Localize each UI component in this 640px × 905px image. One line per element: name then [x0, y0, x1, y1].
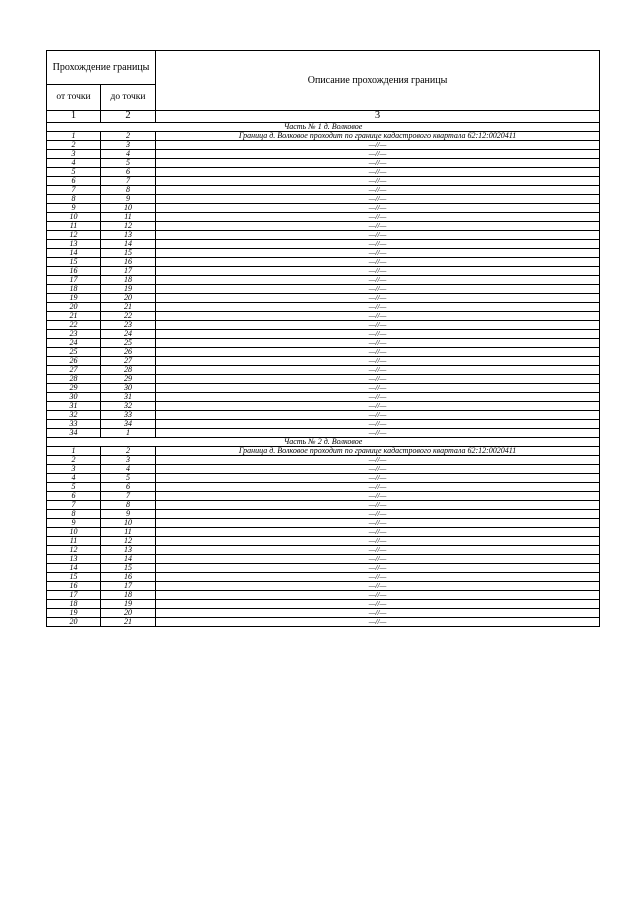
description-cell: —//— — [156, 302, 600, 311]
description-cell: —//— — [156, 536, 600, 545]
from-point-cell: 17 — [47, 590, 101, 599]
to-point-cell: 7 — [101, 491, 156, 500]
from-point-cell: 9 — [47, 518, 101, 527]
description-cell: —//— — [156, 572, 600, 581]
to-point-cell: 29 — [101, 374, 156, 383]
from-point-cell: 6 — [47, 491, 101, 500]
column-number-3: 3 — [156, 111, 600, 123]
description-cell: —//— — [156, 581, 600, 590]
to-point-cell: 7 — [101, 176, 156, 185]
from-point-cell: 16 — [47, 581, 101, 590]
description-cell: —//— — [156, 338, 600, 347]
to-point-cell: 14 — [101, 239, 156, 248]
column-number-1: 1 — [47, 111, 101, 123]
to-point-cell: 33 — [101, 410, 156, 419]
description-cell: —//— — [156, 266, 600, 275]
table-row — [47, 239, 600, 248]
to-point-cell: 6 — [101, 482, 156, 491]
table-row — [47, 500, 600, 509]
from-point-cell: 12 — [47, 230, 101, 239]
description-cell: —//— — [156, 203, 600, 212]
description-cell: —//— — [156, 392, 600, 401]
from-point-cell: 4 — [47, 158, 101, 167]
table-row — [47, 257, 600, 266]
from-point-cell: 5 — [47, 482, 101, 491]
description-cell: —//— — [156, 257, 600, 266]
table-row — [47, 545, 600, 554]
description-cell: —//— — [156, 554, 600, 563]
to-point-cell: 21 — [101, 302, 156, 311]
table-row — [47, 212, 600, 221]
table-row — [47, 482, 600, 491]
to-point-cell: 17 — [101, 581, 156, 590]
to-point-cell: 6 — [101, 167, 156, 176]
to-point-cell: 10 — [101, 203, 156, 212]
description-cell: Граница д. Волковое проходит по границе кадастрового квартала 62:12:0020411 — [156, 131, 600, 140]
table-row — [47, 158, 600, 167]
table-row — [47, 194, 600, 203]
description-cell: —//— — [156, 482, 600, 491]
description-cell: —//— — [156, 158, 600, 167]
from-point-cell: 15 — [47, 257, 101, 266]
description-cell: —//— — [156, 473, 600, 482]
table-row — [47, 140, 600, 149]
table-body — [47, 122, 600, 626]
description-cell: —//— — [156, 599, 600, 608]
from-point-cell: 1 — [47, 446, 101, 455]
table-row — [47, 428, 600, 437]
from-point-cell: 31 — [47, 401, 101, 410]
from-point-cell: 20 — [47, 617, 101, 626]
to-point-cell: 24 — [101, 329, 156, 338]
from-point-cell: 30 — [47, 392, 101, 401]
from-point-cell: 15 — [47, 572, 101, 581]
section-header-row — [47, 437, 600, 446]
description-header: Описание прохождения границы — [156, 51, 600, 111]
table-row — [47, 167, 600, 176]
table-row — [47, 284, 600, 293]
description-cell: —//— — [156, 194, 600, 203]
to-point-cell: 5 — [101, 473, 156, 482]
table-row — [47, 509, 600, 518]
to-point-cell: 17 — [101, 266, 156, 275]
table-row — [47, 491, 600, 500]
table-row — [47, 320, 600, 329]
table-row — [47, 536, 600, 545]
description-cell: —//— — [156, 275, 600, 284]
table-row — [47, 185, 600, 194]
to-point-cell: 3 — [101, 455, 156, 464]
table-row — [47, 383, 600, 392]
to-point-cell: 32 — [101, 401, 156, 410]
to-point-cell: 14 — [101, 554, 156, 563]
from-point-cell: 5 — [47, 167, 101, 176]
table-row — [47, 293, 600, 302]
from-point-cell: 3 — [47, 464, 101, 473]
description-cell: —//— — [156, 149, 600, 158]
description-cell: —//— — [156, 248, 600, 257]
description-cell: —//— — [156, 464, 600, 473]
from-point-cell: 18 — [47, 284, 101, 293]
column-number-2: 2 — [101, 111, 156, 123]
to-point-cell: 3 — [101, 140, 156, 149]
to-point-cell: 9 — [101, 194, 156, 203]
to-point-cell: 4 — [101, 464, 156, 473]
description-cell: —//— — [156, 428, 600, 437]
to-point-cell: 18 — [101, 590, 156, 599]
description-cell: Граница д. Волковое проходит по границе кадастрового квартала 62:12:0020411 — [156, 446, 600, 455]
table-row — [47, 203, 600, 212]
table-row — [47, 581, 600, 590]
to-point-cell: 21 — [101, 617, 156, 626]
to-point-cell: 2 — [101, 446, 156, 455]
to-point-header: до точки — [101, 85, 156, 111]
from-point-cell: 27 — [47, 365, 101, 374]
to-point-cell: 26 — [101, 347, 156, 356]
to-point-cell: 31 — [101, 392, 156, 401]
table-row — [47, 275, 600, 284]
description-cell: —//— — [156, 383, 600, 392]
from-point-cell: 11 — [47, 536, 101, 545]
from-point-cell: 10 — [47, 527, 101, 536]
from-point-header: от точки — [47, 85, 101, 111]
table-row — [47, 590, 600, 599]
from-point-cell: 7 — [47, 185, 101, 194]
from-point-cell: 13 — [47, 554, 101, 563]
header-row — [47, 51, 600, 85]
description-cell: —//— — [156, 491, 600, 500]
from-point-cell: 19 — [47, 608, 101, 617]
to-point-cell: 22 — [101, 311, 156, 320]
from-point-cell: 33 — [47, 419, 101, 428]
table-row — [47, 356, 600, 365]
table-row — [47, 572, 600, 581]
description-cell: —//— — [156, 365, 600, 374]
boundary-table — [46, 50, 600, 627]
description-cell: —//— — [156, 509, 600, 518]
from-point-cell: 19 — [47, 293, 101, 302]
table-row — [47, 401, 600, 410]
to-point-cell: 20 — [101, 293, 156, 302]
to-point-cell: 12 — [101, 536, 156, 545]
description-cell: —//— — [156, 311, 600, 320]
from-point-cell: 13 — [47, 239, 101, 248]
table-row — [47, 617, 600, 626]
from-point-cell: 26 — [47, 356, 101, 365]
from-point-cell: 11 — [47, 221, 101, 230]
from-point-cell: 32 — [47, 410, 101, 419]
from-point-cell: 29 — [47, 383, 101, 392]
from-point-cell: 14 — [47, 563, 101, 572]
section-header-row — [47, 122, 600, 131]
table-row — [47, 131, 600, 140]
description-cell: —//— — [156, 419, 600, 428]
to-point-cell: 28 — [101, 365, 156, 374]
from-point-cell: 22 — [47, 320, 101, 329]
description-cell: —//— — [156, 185, 600, 194]
from-point-cell: 10 — [47, 212, 101, 221]
table-row — [47, 347, 600, 356]
table-row — [47, 410, 600, 419]
to-point-cell: 25 — [101, 338, 156, 347]
to-point-cell: 27 — [101, 356, 156, 365]
description-cell: —//— — [156, 221, 600, 230]
description-cell: —//— — [156, 329, 600, 338]
table-row — [47, 176, 600, 185]
from-point-cell: 12 — [47, 545, 101, 554]
description-cell: —//— — [156, 167, 600, 176]
description-cell: —//— — [156, 176, 600, 185]
description-cell: —//— — [156, 500, 600, 509]
to-point-cell: 15 — [101, 248, 156, 257]
table-row — [47, 302, 600, 311]
table-row — [47, 365, 600, 374]
table-row — [47, 248, 600, 257]
description-cell: —//— — [156, 608, 600, 617]
description-cell: —//— — [156, 527, 600, 536]
to-point-cell: 10 — [101, 518, 156, 527]
from-point-cell: 23 — [47, 329, 101, 338]
table-row — [47, 221, 600, 230]
from-point-cell: 4 — [47, 473, 101, 482]
from-point-cell: 7 — [47, 500, 101, 509]
from-point-cell: 1 — [47, 131, 101, 140]
table-row — [47, 266, 600, 275]
to-point-cell: 30 — [101, 383, 156, 392]
to-point-cell: 13 — [101, 230, 156, 239]
description-cell: —//— — [156, 455, 600, 464]
description-cell: —//— — [156, 401, 600, 410]
to-point-cell: 23 — [101, 320, 156, 329]
table-row — [47, 149, 600, 158]
table-row — [47, 464, 600, 473]
from-point-cell: 25 — [47, 347, 101, 356]
table-row — [47, 455, 600, 464]
table-row — [47, 338, 600, 347]
section-title: Часть № 1 д. Волковое — [47, 122, 600, 131]
from-point-cell: 28 — [47, 374, 101, 383]
to-point-cell: 19 — [101, 284, 156, 293]
table-row — [47, 230, 600, 239]
table-row — [47, 563, 600, 572]
from-point-cell: 8 — [47, 194, 101, 203]
from-point-cell: 6 — [47, 176, 101, 185]
description-cell: —//— — [156, 617, 600, 626]
table-row — [47, 392, 600, 401]
table-row — [47, 518, 600, 527]
description-cell: —//— — [156, 239, 600, 248]
description-cell: —//— — [156, 347, 600, 356]
to-point-cell: 1 — [101, 428, 156, 437]
to-point-cell: 11 — [101, 527, 156, 536]
to-point-cell: 11 — [101, 212, 156, 221]
from-point-cell: 8 — [47, 509, 101, 518]
table-row — [47, 446, 600, 455]
to-point-cell: 15 — [101, 563, 156, 572]
description-cell: —//— — [156, 140, 600, 149]
from-point-cell: 2 — [47, 455, 101, 464]
from-point-cell: 3 — [47, 149, 101, 158]
description-cell: —//— — [156, 518, 600, 527]
to-point-cell: 16 — [101, 572, 156, 581]
from-point-cell: 18 — [47, 599, 101, 608]
from-point-cell: 34 — [47, 428, 101, 437]
from-point-cell: 17 — [47, 275, 101, 284]
table-row — [47, 473, 600, 482]
from-point-cell: 2 — [47, 140, 101, 149]
table-row — [47, 527, 600, 536]
from-point-cell: 16 — [47, 266, 101, 275]
description-cell: —//— — [156, 410, 600, 419]
to-point-cell: 18 — [101, 275, 156, 284]
from-point-cell: 20 — [47, 302, 101, 311]
to-point-cell: 4 — [101, 149, 156, 158]
from-point-cell: 24 — [47, 338, 101, 347]
to-point-cell: 20 — [101, 608, 156, 617]
to-point-cell: 5 — [101, 158, 156, 167]
description-cell: —//— — [156, 590, 600, 599]
description-cell: —//— — [156, 374, 600, 383]
description-cell: —//— — [156, 320, 600, 329]
to-point-cell: 8 — [101, 500, 156, 509]
description-cell: —//— — [156, 545, 600, 554]
from-point-cell: 9 — [47, 203, 101, 212]
description-cell: —//— — [156, 230, 600, 239]
from-point-cell: 21 — [47, 311, 101, 320]
column-number-row — [47, 111, 600, 123]
to-point-cell: 19 — [101, 599, 156, 608]
to-point-cell: 16 — [101, 257, 156, 266]
from-point-cell: 14 — [47, 248, 101, 257]
table-row — [47, 599, 600, 608]
to-point-cell: 34 — [101, 419, 156, 428]
passage-header: Прохождение границы — [47, 51, 156, 85]
table-row — [47, 329, 600, 338]
to-point-cell: 12 — [101, 221, 156, 230]
to-point-cell: 13 — [101, 545, 156, 554]
to-point-cell: 2 — [101, 131, 156, 140]
description-cell: —//— — [156, 293, 600, 302]
section-title: Часть № 2 д. Волковое — [47, 437, 600, 446]
table-row — [47, 374, 600, 383]
table-row — [47, 311, 600, 320]
description-cell: —//— — [156, 356, 600, 365]
table-row — [47, 608, 600, 617]
to-point-cell: 8 — [101, 185, 156, 194]
description-cell: —//— — [156, 212, 600, 221]
table-row — [47, 554, 600, 563]
description-cell: —//— — [156, 284, 600, 293]
description-cell: —//— — [156, 563, 600, 572]
to-point-cell: 9 — [101, 509, 156, 518]
table-row — [47, 419, 600, 428]
